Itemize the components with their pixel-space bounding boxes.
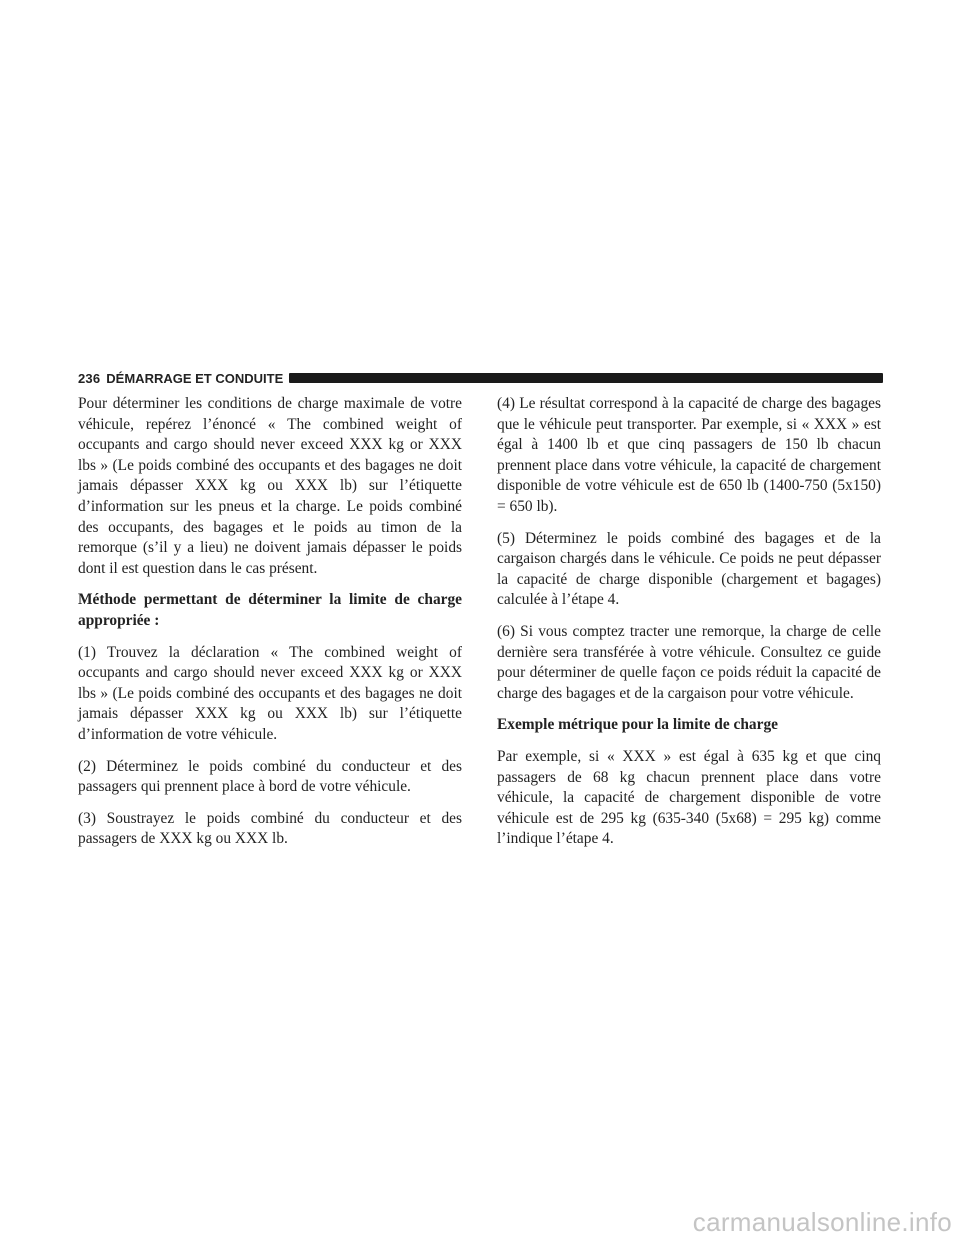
step-6: (6) Si vous comptez tracter une remorque, la charge de celle dernière sera transférée à votre véhicule. Consultez ce guide pour déterminer de quelle façon ce poids réduit la capacité de charge des bagages et de la cargaison pour votre véhicule. [497,622,881,702]
page-header [78,368,883,388]
step-1: (1) Trouvez la déclaration « The combined weight of occupants and cargo should never exceed XXX kg or XXX lbs » (Le poids combiné des occupants et des bagages ne doit jamais dépasser XXX kg ou XXX lb) sur l’étiquette d’information de votre véhicule. [78,643,462,743]
step-3: (3) Soustrayez le poids combiné du conducteur et des passagers de XXX kg ou XXX lb. [78,809,462,848]
right-column [497,394,881,861]
step-5: (5) Déterminez le poids combiné des bagages et de la cargaison chargés dans le véhicule. Ce poids ne peut dépasser la capacité de charge disponible (chargement et bagages) calculée à l’étape 4. [497,529,881,609]
metric-example-paragraph: Par exemple, si « XXX » est égal à 635 kg et que cinq passagers de 68 kg chacun prennent place dans votre véhicule, la capacité de chargement disponible de votre véhicule est de 295 kg (635-340 (5x68) = 295 kg) comme l’indique l’étape 4. [497,747,881,848]
header-rule [289,373,883,383]
method-heading: Méthode permettant de déterminer la limite de charge appropriée : [78,591,462,629]
page-number: 236 [78,370,101,386]
watermark: carmanualsonline.info [692,1207,952,1237]
step-2: (2) Déterminez le poids combiné du conducteur et des passagers qui prennent place à bord de votre véhicule. [78,757,462,796]
metric-example-heading: Exemple métrique pour la limite de charge [497,716,778,734]
intro-paragraph: Pour déterminer les conditions de charge maximale de votre véhicule, repérez l’énoncé « The combined weight of occupants and cargo should never exceed XXX kg or XXX lbs » (Le poids combiné des occupants et des bagages ne doit jamais dépasser XXX kg ou XXX lb) sur l’étiquette d’information sur les pneus et la charge. Le poids combiné des occupants, des bagages et le poids au timon de la remorque (s’il y a lieu) ne doivent jamais dépasser le poids dont il est question dans le cas présent. [78,395,462,577]
section-title: DÉMARRAGE ET CONDUITE [106,370,284,386]
left-column [78,394,462,861]
step-4: (4) Le résultat correspond à la capacité de charge des bagages que le véhicule peut transporter. Par exemple, si « XXX » est égal à 1400 lb et que cinq passagers de 150 lb chacun prennent place dans votre véhicule, la capacité de chargement disponible de votre véhicule est de 650 lb (1400-750 (5x150) = 650 lb). [497,395,881,515]
